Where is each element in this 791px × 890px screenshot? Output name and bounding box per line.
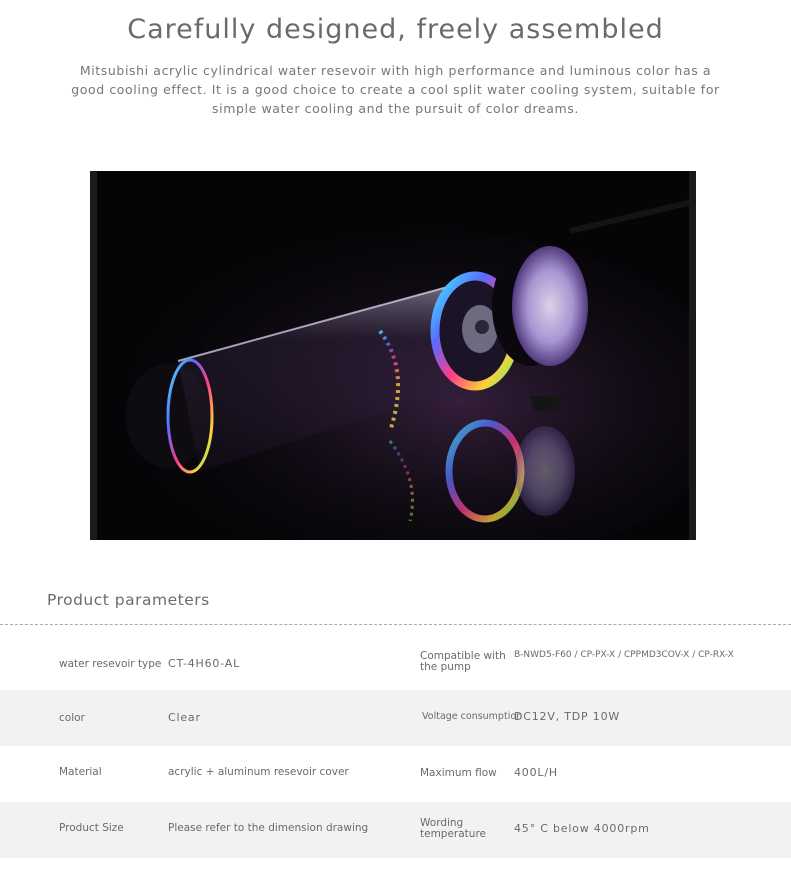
param-value: Please refer to the dimension drawing [168,822,369,834]
param-label: Compatible with the pump [420,650,506,673]
product-photo [90,171,696,540]
param-label: Wording temperature [420,817,486,840]
param-row [0,746,791,802]
param-value: 400L/H [514,766,558,779]
divider [0,624,791,625]
product-description: Mitsubishi acrylic cylindrical water resevoir with high performance and luminous color has a good cooling effect. It is a good choice to create a cool split water cooling system, suitable for simple water cooling and the pursuit of color dreams. [71,63,720,116]
param-row [0,634,791,690]
param-value: 45° C below 4000rpm [514,822,650,835]
param-row [0,690,791,746]
page-title: Carefully designed, freely assembled [127,14,664,45]
section-title: Product parameters [47,591,210,609]
param-value: acrylic + aluminum resevoir cover [168,766,349,778]
param-label: Maximum flow [420,767,497,779]
param-label: Voltage consumption [422,711,523,722]
param-value: DC12V, TDP 10W [514,710,621,723]
param-value: B-NWD5-F60 / CP-PX-X / CPPMD3COV-X / CP-RX-X [514,650,734,660]
param-value: Clear [168,711,201,724]
param-label: water resevoir type [59,658,162,670]
param-label: color [59,712,85,724]
param-row [0,802,791,858]
param-label: Product Size [59,822,124,834]
param-value: CT-4H60-AL [168,657,241,670]
param-label: Material [59,766,102,778]
